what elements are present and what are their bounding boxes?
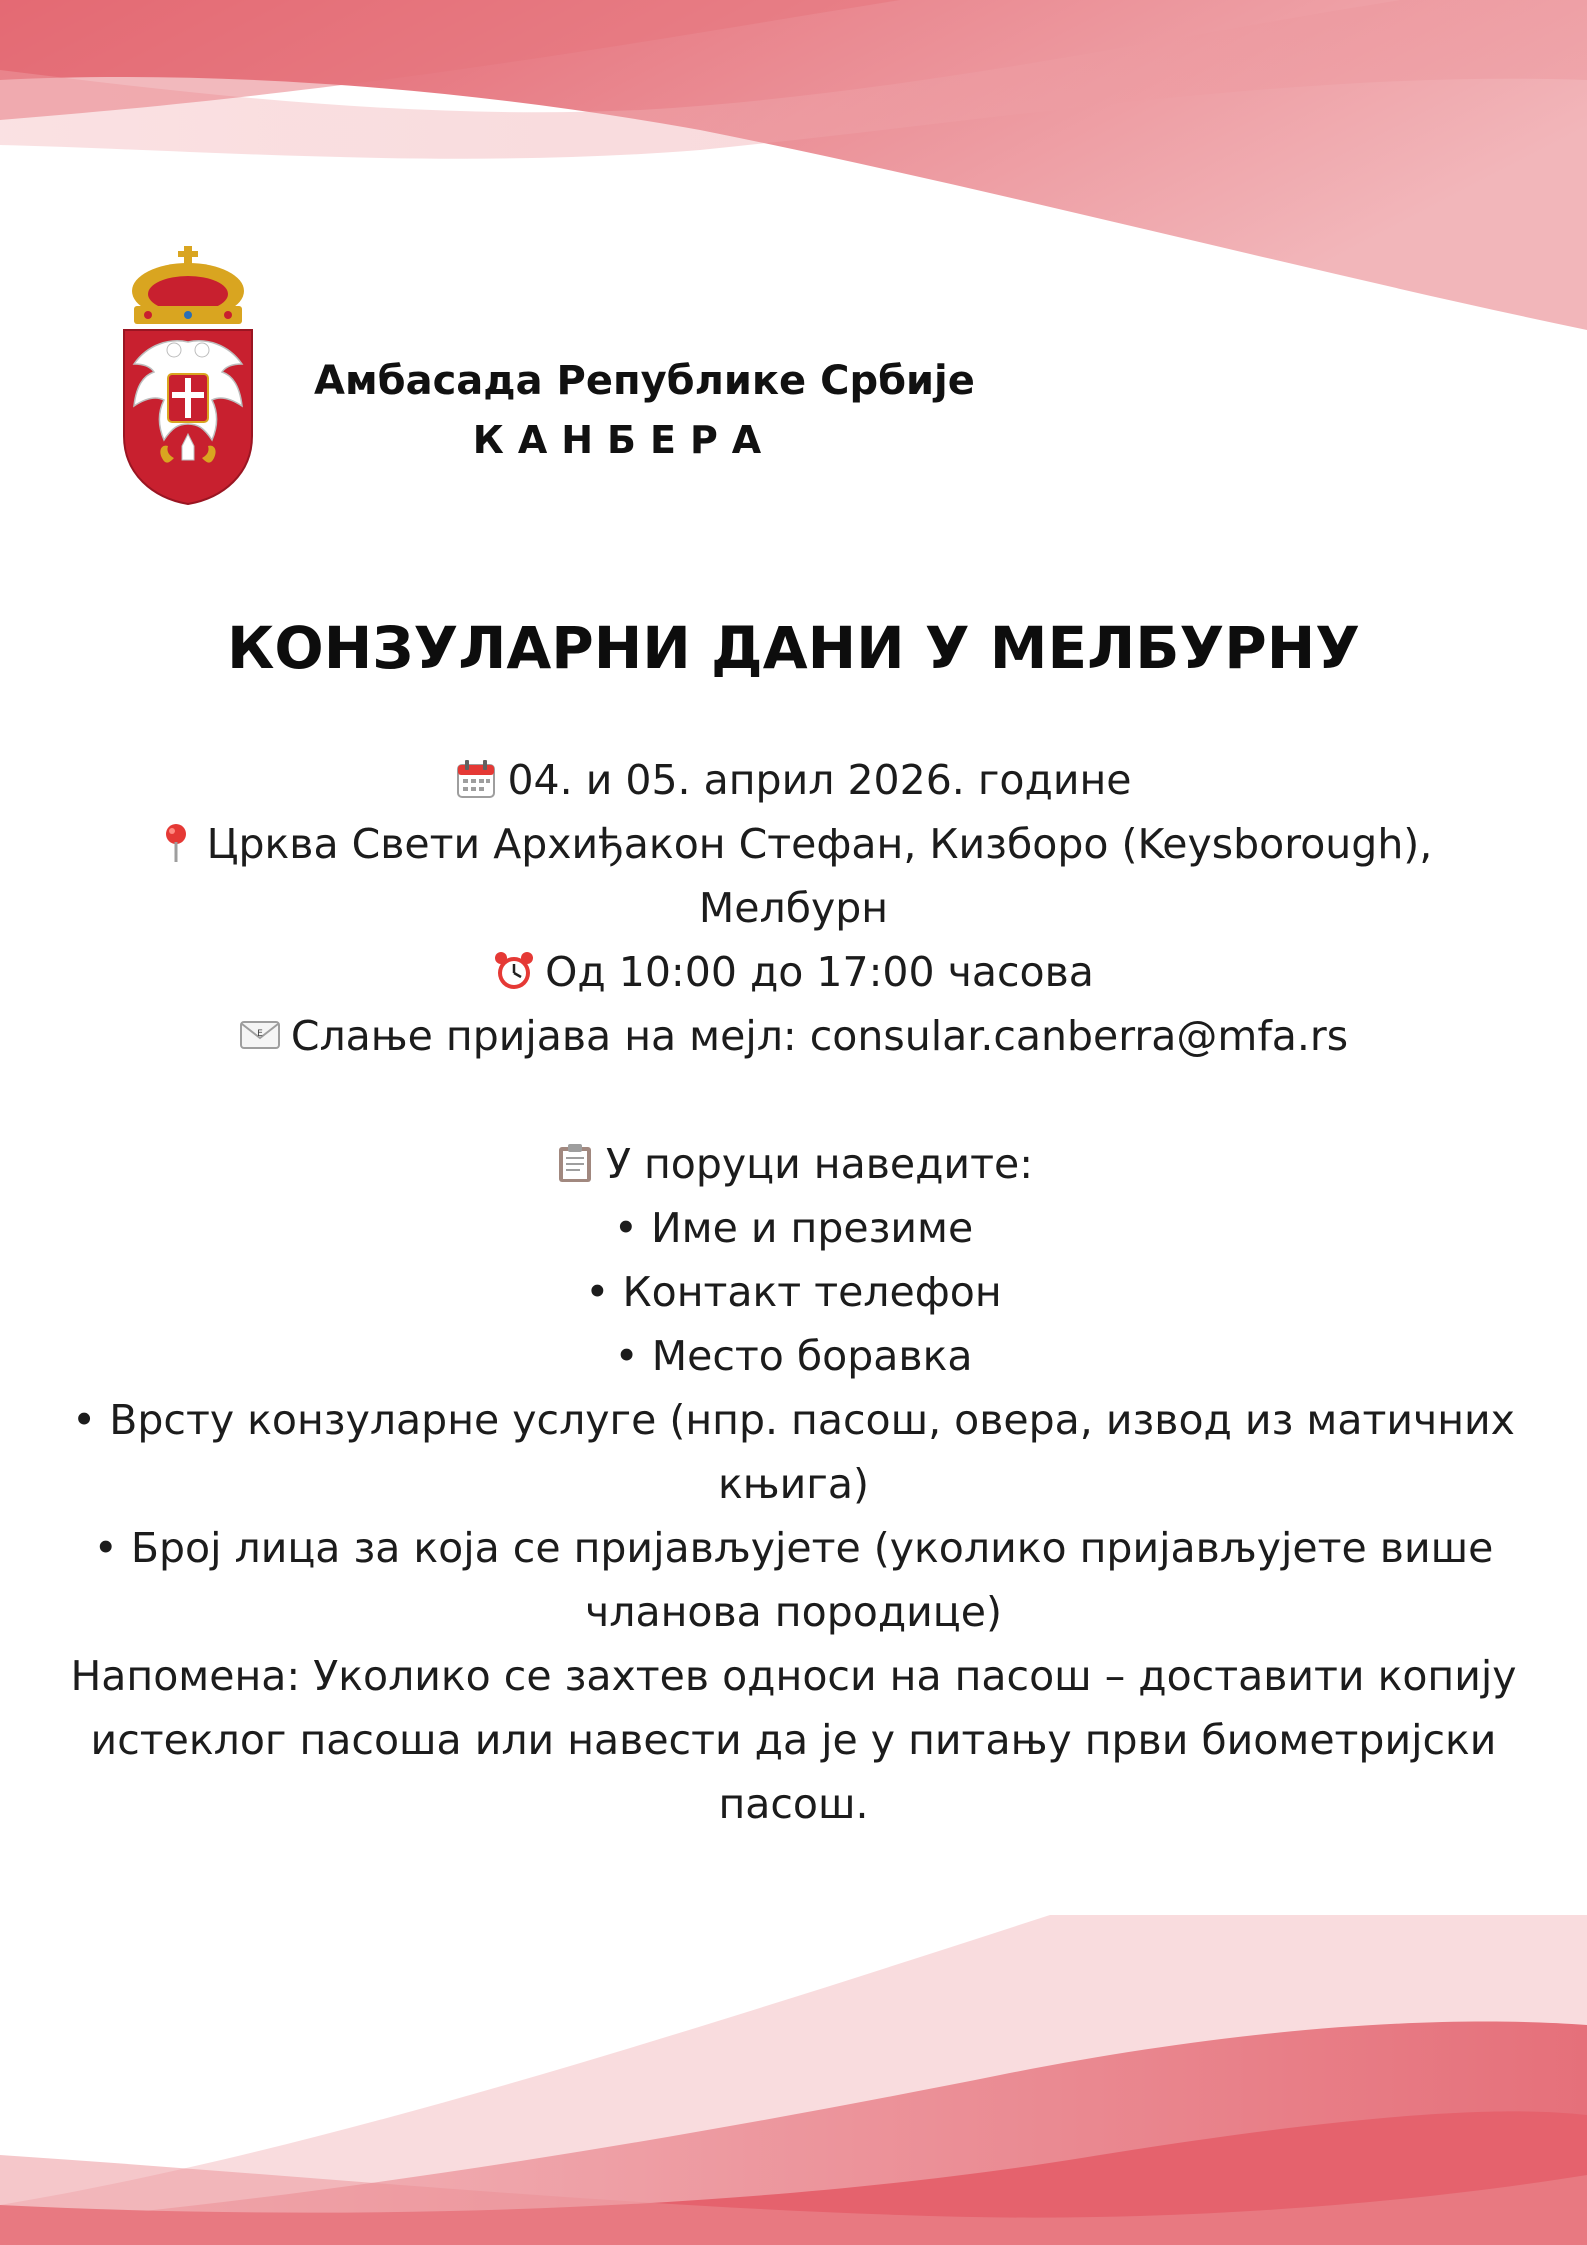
time-text: Од 10:00 до 17:00 часова — [545, 948, 1094, 996]
embassy-header — [118, 246, 1018, 506]
note-line: пасош. — [718, 1780, 869, 1828]
instructions-heading-line — [44, 1132, 1543, 1196]
list-item: • Име и презиме — [613, 1204, 974, 1252]
email-text: Слање пријава на мејл: consular.canberra@mfa.rs — [290, 1012, 1349, 1060]
spacer — [44, 1068, 1543, 1132]
location-text-line2: Мелбурн — [698, 884, 889, 932]
note-line: Напомена: Уколико се захтев односи на пасош – доставити копију — [70, 1652, 1517, 1700]
serbian-coat-of-arms-icon — [118, 246, 258, 506]
pushpin-icon — [155, 822, 197, 864]
calendar-icon — [455, 758, 497, 800]
svg-text:E: E — [257, 1029, 263, 1039]
date-line — [44, 748, 1543, 812]
bottom-wave-decoration — [0, 1905, 1587, 2245]
list-item: чланова породице) — [585, 1588, 1002, 1636]
email-line — [44, 1004, 1543, 1068]
list-item: • Врсту конзуларне услуге (нпр. пасош, овера, извод из матичних — [72, 1396, 1515, 1444]
date-text: 04. и 05. април 2026. године — [507, 756, 1132, 804]
note-line: истеклог пасоша или навести да је у питању први биометријски — [90, 1716, 1497, 1764]
list-item: • Место боравка — [614, 1332, 973, 1380]
page-title: КОНЗУЛАРНИ ДАНИ У МЕЛБУРНУ — [227, 614, 1360, 682]
clipboard-icon — [554, 1142, 596, 1184]
location-text-line1: Црква Свети Архиђакон Стефан, Кизборо (Keysborough), — [206, 820, 1433, 868]
list-item: • Број лица за која се пријављујете (уколико пријављујете више — [93, 1524, 1494, 1572]
instructions-heading: У поруци наведите: — [605, 1140, 1034, 1188]
list-item: књига) — [718, 1460, 869, 1508]
embassy-name: Амбасада Републике Србије — [314, 358, 975, 404]
embassy-city: КАНБЕРА — [472, 418, 776, 462]
event-details — [44, 748, 1543, 1836]
envelope-icon — [239, 1014, 281, 1056]
location-line — [44, 812, 1543, 876]
time-line — [44, 940, 1543, 1004]
alarm-clock-icon — [493, 950, 535, 992]
list-item: • Контакт телефон — [585, 1268, 1002, 1316]
